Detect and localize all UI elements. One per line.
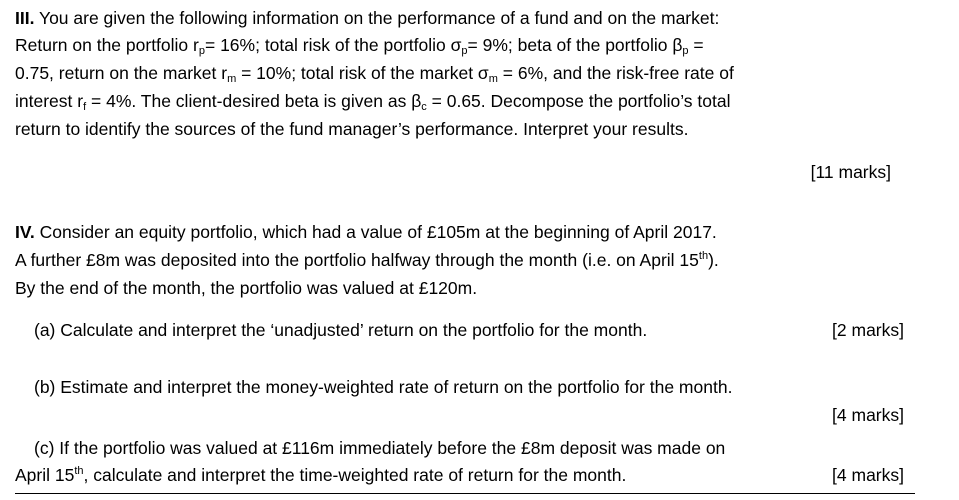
q3-text-1: You are given the following information on the performance of a fund and on the market: [39,8,720,28]
q4-part-c-marks: [4 marks] [832,465,904,485]
q3-line-1 [15,6,719,30]
q4-part-a: (a) Calculate and interpret the ‘unadjusted’ return on the portfolio for the month. [34,320,648,340]
q4-part-c-text-a: April 15 [15,465,75,485]
q3-text-3a: 0.75, return on the market r [15,63,228,83]
q4-part-c-line-2 [15,463,626,487]
q4-part-a-marks: [2 marks] [832,320,904,340]
q3-text-2d: = [688,35,704,55]
q3-line-3 [15,61,734,85]
subscript-m: m [488,73,498,85]
q4-line-1 [15,220,717,244]
q4-part-b-marks: [4 marks] [832,405,904,425]
q4-part-c-text-b: , calculate and interpret the time-weighted rate of return for the month. [83,465,627,485]
superscript-th: th [698,250,709,262]
subscript-m: m [227,73,237,85]
superscript-th: th [74,465,84,477]
q4-line-3: By the end of the month, the portfolio was valued at £120m. [15,278,478,298]
q4-text-1: Consider an equity portfolio, which had a value of £105m at the beginning of April 2017. [39,222,717,242]
q3-text-2c: = 9%; beta of the portfolio β [467,35,683,55]
subscript-c: c [421,101,427,113]
q3-line-4 [15,89,730,113]
q4-text-2b: ). [708,250,719,270]
subscript-p: p [682,45,689,57]
q4-part-b: (b) Estimate and interpret the money-weighted rate of return on the portfolio for the month. [34,377,733,397]
q3-text-4b: = 4%. The client-desired beta is given as β [86,91,422,111]
q3-text-3c: = 6%, and the risk-free rate of [497,63,734,83]
q4-line-2 [15,248,719,272]
q3-line-2 [15,33,704,57]
subscript-p: p [198,45,205,57]
q3-text-4c: = 0.65. Decompose the portfolio’s total [426,91,731,111]
q3-text-4a: interest r [15,91,84,111]
subscript-f: f [83,101,87,113]
q3-number: III. [15,8,35,28]
q3-text-2b: = 16%; total risk of the portfolio σ [204,35,462,55]
q4-text-2a: A further £8m was deposited into the portfolio halfway through the month (i.e. on April 15 [15,250,699,270]
subscript-p: p [461,45,468,57]
bottom-rule [15,493,915,494]
q3-text-2a: Return on the portfolio r [15,35,199,55]
q3-text-3b: = 10%; total risk of the market σ [236,63,489,83]
q3-line-5: return to identify the sources of the fund manager’s performance. Interpret your results. [15,119,689,139]
q3-marks: [11 marks] [810,162,891,182]
q4-part-c-line-1: (c) If the portfolio was valued at £116m immediately before the £8m deposit was made on [34,438,726,458]
q4-number: IV. [15,222,35,242]
